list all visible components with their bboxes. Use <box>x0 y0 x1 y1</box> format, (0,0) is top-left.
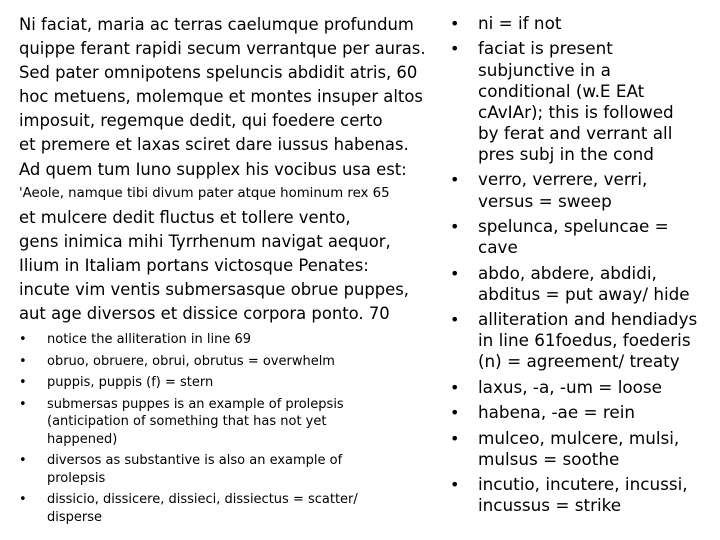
bullet: • <box>19 332 27 348</box>
vocab-column <box>450 13 718 521</box>
vocab-item <box>450 474 718 516</box>
vocab-text: habena, -ae = rein <box>478 402 636 423</box>
note-text: diversos as substantive is also an example of prolepsis <box>47 453 343 486</box>
latin-line: et premere et laxas sciret dare iussus habenas. <box>19 135 409 155</box>
latin-line: Ad quem tum Iuno supplex his vocibus usa est: <box>19 159 407 179</box>
vocab-text: faciat is present subjunctive in a conditional (w.E EAt cAvIAr); this is followed by ferat and verrant all pres subj in the cond <box>478 38 674 164</box>
latin-line: et mulcere dedit fluctus et tollere vento, <box>19 207 351 227</box>
vocab-list <box>450 13 718 517</box>
bullet: • <box>450 403 460 423</box>
bullet: • <box>19 396 27 412</box>
note-item <box>19 491 439 526</box>
bullet: • <box>19 375 27 391</box>
bullet: • <box>450 170 460 190</box>
note-text: dissicio, dissicere, dissieci, dissiectus = scatter/ disperse <box>47 492 358 525</box>
vocab-item <box>450 38 718 165</box>
note-text: submersas puppes is an example of prolepsis (anticipation of something that has not yet happened) <box>47 396 344 447</box>
vocab-text: abdo, abdere, abdidi, abditus = put away/ hide <box>478 262 690 304</box>
vocab-text: ni = if not <box>478 13 562 33</box>
vocab-text: spelunca, speluncae = cave <box>478 216 669 258</box>
latin-line: Sed pater omnipotens speluncis abdidit atris, 60 <box>19 63 418 83</box>
vocab-item <box>450 13 718 34</box>
note-item <box>19 396 439 449</box>
bullet: • <box>19 353 27 369</box>
latin-line: incute vim ventis submersasque obrue puppes, <box>19 279 410 299</box>
vocab-text: alliteration and hendiadys in line 61foedus, foederis (n) = agreement/ treaty <box>478 309 698 372</box>
vocab-text: incutio, incutere, incussi, incussus = strike <box>478 474 688 516</box>
latin-line: 'Aeole, namque tibi divum pater atque hominum rex 65 <box>19 185 390 201</box>
bullet: • <box>450 377 460 397</box>
vocab-item <box>450 263 718 305</box>
vocab-item <box>450 428 718 470</box>
vocab-item <box>450 169 718 211</box>
bullet: • <box>450 310 460 330</box>
note-text: notice the alliteration in line 69 <box>47 332 252 348</box>
vocab-text: laxus, -a, -um = loose <box>478 376 662 397</box>
notes-list <box>19 331 439 526</box>
note-item <box>19 353 439 371</box>
latin-line: aut age diversos et dissice corpora ponto. 70 <box>19 304 390 324</box>
bullet: • <box>450 475 460 495</box>
vocab-item <box>450 377 718 398</box>
note-text: obruo, obruere, obrui, obrutus = overwhelm <box>47 353 335 369</box>
vocab-item <box>450 402 718 423</box>
bullet: • <box>450 14 460 33</box>
bullet: • <box>450 217 460 237</box>
vocab-text: mulceo, mulcere, mulsi, mulsus = soothe <box>478 427 680 469</box>
bullet: • <box>450 39 460 59</box>
latin-line: gens inimica mihi Tyrrhenum navigat aequor, <box>19 231 391 251</box>
latin-text-column <box>19 13 439 530</box>
bullet: • <box>450 263 460 283</box>
vocab-text: verro, verrere, verri, versus = sweep <box>478 169 648 211</box>
bullet: • <box>19 492 27 508</box>
latin-line: Ilium in Italiam portans victosque Penates: <box>19 255 369 275</box>
latin-line: Ni faciat, maria ac terras caelumque profundum <box>19 15 414 34</box>
latin-line: imposuit, regemque dedit, qui foedere certo <box>19 111 383 131</box>
note-item <box>19 374 439 392</box>
latin-line: quippe ferant rapidi secum verrantque per auras. <box>19 39 426 59</box>
bullet: • <box>19 453 27 469</box>
note-item <box>19 452 439 487</box>
vocab-item <box>450 216 718 258</box>
note-item <box>19 331 439 349</box>
note-text: puppis, puppis (f) = stern <box>47 375 214 391</box>
bullet: • <box>450 428 460 448</box>
latin-line: hoc metuens, molemque et montes insuper altos <box>19 87 423 107</box>
vocab-item <box>450 309 718 372</box>
